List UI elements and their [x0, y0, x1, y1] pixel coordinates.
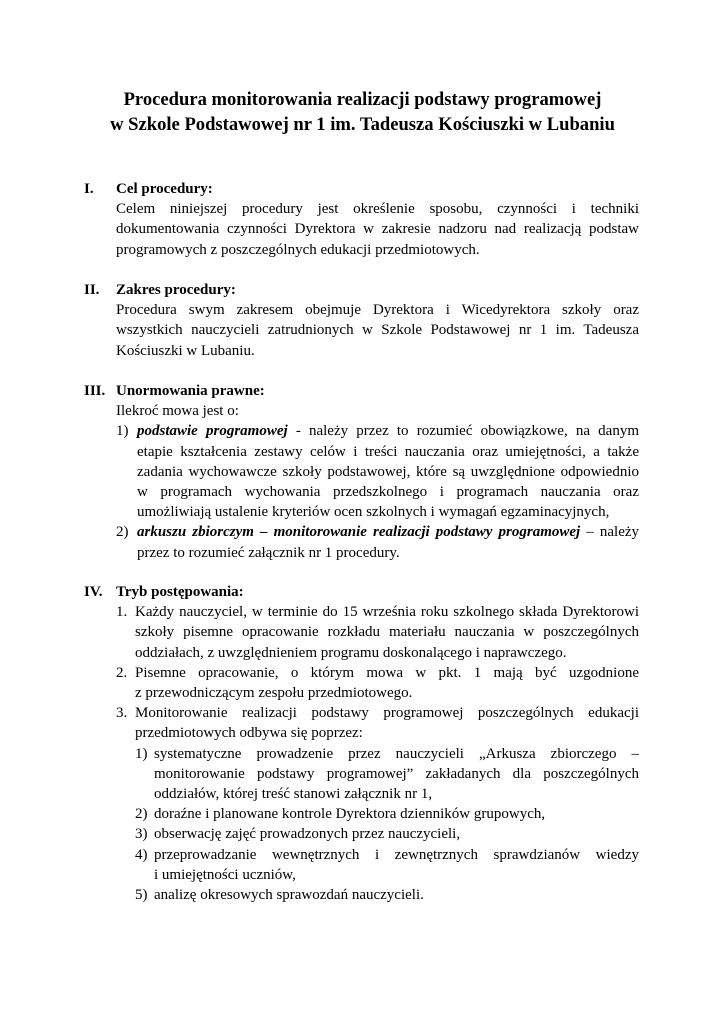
- procedure-step: [116, 703, 639, 905]
- text-line: analizę okresowych sprawozdań nauczycieli.: [154, 887, 424, 904]
- text-line: etapie kształcenia zestawy celów i treści nauczania oraz umiejętności, a także: [137, 443, 639, 460]
- text-line: obserwację zajęć prowadzonych przez nauczycieli,: [154, 826, 461, 843]
- method-number: 5): [135, 887, 148, 904]
- method-number: 2): [135, 806, 148, 823]
- section-heading: [84, 280, 639, 300]
- text-line: i umiejętności uczniów,: [154, 866, 296, 883]
- text-line: oddziałach, z uwzględnieniem programu doskonalącego i naprawczego.: [135, 644, 567, 661]
- section-number: IV.: [84, 584, 103, 600]
- text-line: umożliwiają ustalenie kryteriów ocen szkolnych i wymagań egzaminacyjnych,: [137, 504, 610, 521]
- section-body: [116, 300, 639, 361]
- procedure-step: [116, 602, 639, 663]
- procedure-step: [116, 663, 639, 703]
- section-scope: [84, 280, 639, 361]
- method-number: 3): [135, 826, 148, 843]
- text-line: Celem niniejszej procedury jest określenie sposobu, czynności i techniki: [116, 201, 639, 218]
- section-heading: [84, 582, 639, 602]
- step-number: 1.: [116, 604, 128, 621]
- title-line-1: Procedura monitorowania realizacji podstawy programowej: [123, 89, 602, 110]
- section-body: [116, 602, 639, 905]
- step-number: 3.: [116, 705, 128, 722]
- section-number: II.: [84, 282, 100, 298]
- text-line: przez to rozumieć załącznik nr 1 procedury.: [137, 544, 400, 561]
- text-line: w programach wychowania przedszkolnego i programach nauczania oraz: [137, 484, 639, 501]
- item-number: 2): [116, 524, 129, 541]
- defined-term: podstawie programowej: [137, 423, 288, 440]
- step-number: 2.: [116, 664, 128, 681]
- definition-item: [116, 522, 639, 562]
- text-line: dokumentowania czynności Dyrektora w zakresie nadzoru nad realizacją podstaw: [116, 221, 639, 238]
- method-item: [135, 744, 639, 805]
- section-title: Tryb postępowania:: [116, 584, 244, 600]
- method-number: 4): [135, 846, 148, 863]
- method-item: [135, 824, 639, 844]
- method-item: [135, 845, 639, 885]
- section-number: III.: [84, 383, 106, 399]
- text-line: wszystkich nauczycieli zatrudnionych w Szkole Podstawowej nr 1 im. Tadeusza: [116, 322, 639, 339]
- text-line: oddziałów, której treść stanowi załącznik nr 1,: [154, 786, 433, 803]
- section-purpose: [84, 179, 639, 260]
- text-line: Procedura swym zakresem obejmuje Dyrektora i Wicedyrektora szkoły oraz: [116, 302, 639, 319]
- text-line: przeprowadzanie wewnętrznych i zewnętrznych sprawdzianów wiedzy: [154, 846, 639, 863]
- section-legal-basis: [84, 381, 639, 563]
- text-line: Każdy nauczyciel, w terminie do 15 września roku szkolnego składa Dyrektorowi: [135, 604, 639, 621]
- text-line: przedmiotowych odbywa się poprzez:: [135, 725, 363, 742]
- text-line: programowych z poszczególnych edukacji przedmiotowych.: [116, 241, 480, 258]
- section-title: Cel procedury:: [116, 181, 213, 197]
- text-line: Kościuszki w Lubaniu.: [116, 342, 255, 359]
- document-title: [40, 88, 685, 137]
- text-line: systematyczne prowadzenie przez nauczycieli „Arkusza zbiorczego –: [154, 745, 639, 762]
- section-procedure: [84, 582, 639, 905]
- section-heading: [84, 381, 639, 401]
- definition-text: - należy przez to rozumieć obowiązkowe, na danym: [287, 423, 639, 440]
- text-line: zadania wychowawcze szkoły podstawowej, które są uwzględnione odpowiednio: [137, 463, 639, 480]
- section-body: [116, 401, 639, 563]
- text-line: [137, 522, 639, 542]
- method-item: [135, 804, 639, 824]
- text-line: Monitorowanie realizacji podstawy programowej poszczególnych edukacji: [135, 705, 639, 722]
- method-item: [135, 885, 639, 905]
- text-line: [137, 421, 639, 441]
- text-line: doraźne i planowane kontrole Dyrektora dzienników grupowych,: [154, 806, 546, 823]
- text-line: monitorowanie podstawy programowej” zakładanych dla poszczególnych: [154, 765, 639, 782]
- definition-item: [116, 421, 639, 522]
- intro-text: Ilekroć mowa jest o:: [116, 403, 239, 420]
- section-title: Zakres procedury:: [116, 282, 236, 298]
- item-number: 1): [116, 423, 129, 440]
- method-number: 1): [135, 745, 148, 762]
- section-heading: [84, 179, 639, 199]
- title-line-2: w Szkole Podstawowej nr 1 im. Tadeusza Kościuszki w Lubaniu: [110, 113, 615, 135]
- defined-term: arkuszu zbiorczym – monitorowanie realizacji podstawy programowej: [137, 524, 581, 541]
- section-number: I.: [84, 181, 94, 197]
- section-body: [116, 199, 639, 260]
- text-line: Pisemne opracowanie, o którym mowa w pkt. 1 mają być uzgodnione: [135, 664, 639, 681]
- definition-text: – należy: [580, 524, 640, 541]
- text-line: z przewodniczącym zespołu przedmiotowego.: [135, 685, 413, 702]
- section-title: Unormowania prawne:: [116, 383, 265, 399]
- text-line: szkoły pisemne opracowanie rozkładu materiału nauczania w poszczególnych: [135, 624, 639, 641]
